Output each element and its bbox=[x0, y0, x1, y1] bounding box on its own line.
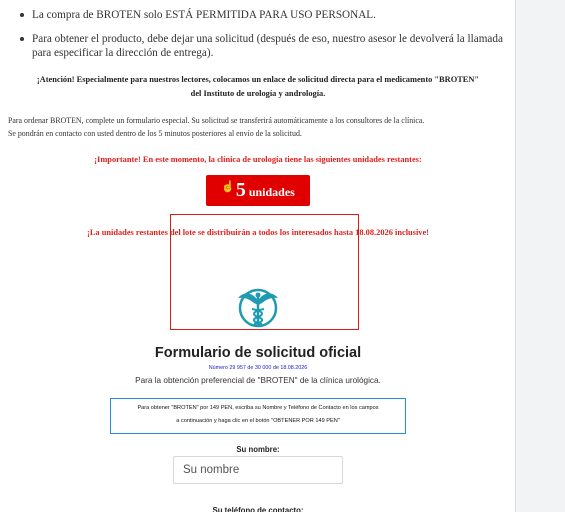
order-line-2: Se pondrán en contacto con usted dentro de los 5 minutos posteriores al envío de la solicitud. bbox=[8, 129, 302, 138]
bullet-personal-use: La compra de BROTEN solo ESTÁ PERMITIDA PARA USO PERSONAL. bbox=[20, 8, 510, 22]
form-subtitle: Para la obtención preferencial de "BROTEN" de la clínica urológica. bbox=[135, 376, 381, 385]
attention-line-1: ¡Atención! Especialmente para nuestros lectores, colocamos un enlace de solicitud directa para el medicamento "BROTEN" bbox=[36, 75, 480, 84]
bullet-request: Para obtener el producto, debe dejar una solicitud (después de eso, nuestro asesor le devolverá la llamada para especificar la dirección de entrega). bbox=[20, 32, 510, 60]
instructions-line-2: a continuación y haga clic en el botón "OBTENER POR 149 PEN" bbox=[176, 418, 340, 424]
caduceus-icon bbox=[231, 284, 285, 328]
distribution-notice: ¡La unidades restantes del lote se distribuirán a todos los interesados hasta 18.08.2026 inclusive! bbox=[87, 228, 429, 237]
attention-notice bbox=[8, 73, 508, 101]
form-instructions bbox=[110, 398, 406, 434]
phone-label: Su teléfono de contacto: bbox=[212, 506, 304, 512]
instructions-line-1: Para obtener "BROTEN" por 149 PEN, escriba su Nombre y Teléfono de Contacto en los campos bbox=[137, 405, 379, 411]
units-label: unidades bbox=[248, 184, 295, 199]
order-line-1: Para ordenar BROTEN, complete un formulario especial. Su solicitud se transferirá automáticamente a los consultores de la clínica. bbox=[8, 116, 425, 125]
hand-pointer-icon: ☝ bbox=[221, 181, 235, 193]
order-info bbox=[8, 114, 513, 140]
attention-line-2: del Instituto de urología y andrología. bbox=[190, 89, 326, 98]
form-number: Número 29 957 de 30 000 de 18.08.2026 bbox=[208, 365, 308, 371]
name-input[interactable] bbox=[173, 456, 343, 484]
units-count: 5 bbox=[235, 179, 246, 201]
important-notice: ¡Importante! En este momento, la clínica de urología tiene las siguientes unidades restantes: bbox=[94, 155, 422, 164]
name-label: Su nombre: bbox=[236, 445, 280, 454]
info-bullets bbox=[20, 8, 510, 70]
remaining-units-button[interactable] bbox=[206, 175, 310, 206]
form-title: Formulario de solicitud oficial bbox=[154, 345, 362, 361]
